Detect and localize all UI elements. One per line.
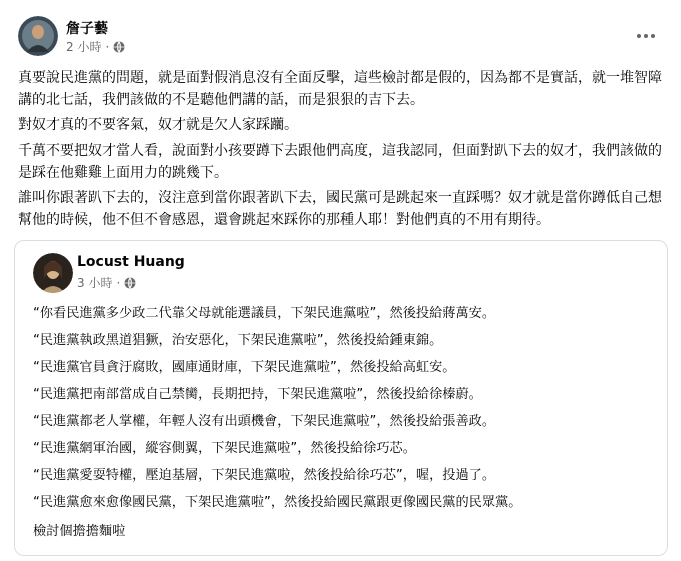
- shared-line: “民進黨網軍治國，縱容側翼，下架民進黨啦”，然後投給徐巧芯。: [33, 441, 416, 456]
- meta-separator: ·: [105, 39, 110, 54]
- more-dot-icon: [651, 34, 655, 38]
- shared-line: “民進黨把南部當成自己禁臠，長期把持，下架民進黨啦”，然後投給徐榛蔚。: [33, 387, 482, 402]
- shared-line: “民進黨執政黑道猖獗，治安惡化，下架民進黨啦”，然後投給鍾東錦。: [33, 333, 443, 348]
- shared-post[interactable]: [14, 240, 668, 556]
- post-paragraph: 對奴才真的不要客氣，奴才就是欠人家踩躪。: [18, 117, 298, 133]
- post-paragraph: 誰叫你跟著趴下去的，沒注意到當你跟著趴下去，國民黨可是跳起來一直踩嗎？奴才就是當你蹲低自己想幫他的時候，他不但不會感恩，還會跳起來踩你的那種人耶！對他們真的不用有期待。: [18, 190, 662, 228]
- shared-line: “民進黨都老人掌權，年輕人沒有出頭機會，下架民進黨啦”，然後投給張善政。: [33, 414, 496, 429]
- more-dot-icon: [637, 34, 641, 38]
- shared-line: “你看民進黨多少政二代靠父母就能選議員，下架民進黨啦”，然後投給蔣萬安。: [33, 306, 496, 321]
- globe-icon: [113, 41, 125, 53]
- shared-line: “民進黨愈來愈像國民黨，下架民進黨啦”，然後投給國民黨跟更像國民黨的民眾黨。: [33, 495, 522, 510]
- shared-line: “民進黨愛耍特權，壓迫基層，下架民進黨啦，然後投給徐巧芯”，喔，投過了。: [33, 468, 496, 483]
- post-meta: [66, 38, 125, 55]
- shared-post-time[interactable]: 3 小時: [77, 276, 113, 290]
- post-time[interactable]: 2 小時: [66, 40, 102, 54]
- globe-icon: [124, 277, 136, 289]
- meta-separator: ·: [116, 275, 121, 290]
- post-paragraph: 真要說民進黨的問題，就是面對假消息沒有全面反擊，這些檢討都是假的，因為都不是實話，就一堆智障講的北七話，我們該做的不是聽他們講的話，而是狠狠的吉下去。: [18, 70, 662, 108]
- more-options-button[interactable]: [632, 22, 660, 50]
- author-avatar[interactable]: [18, 16, 58, 56]
- post-paragraph: 千萬不要把奴才當人看，說面對小孩要蹲下去跟他們高度，這我認同，但面對趴下去的奴才，我們該做的是踩在他雞雞上面用力的跳幾下。: [18, 143, 662, 181]
- shared-author-name[interactable]: Locust Huang: [77, 254, 185, 270]
- shared-post-meta: [77, 274, 136, 291]
- shared-line: “民進黨官員貪汙腐敗，國庫通財庫，下架民進黨啦”，然後投給高虹安。: [33, 360, 456, 375]
- author-name[interactable]: 詹子藝: [66, 21, 108, 37]
- shared-author-avatar[interactable]: [33, 253, 73, 293]
- more-dot-icon: [644, 34, 648, 38]
- shared-line: 檢討個擔擔麵啦: [33, 524, 126, 539]
